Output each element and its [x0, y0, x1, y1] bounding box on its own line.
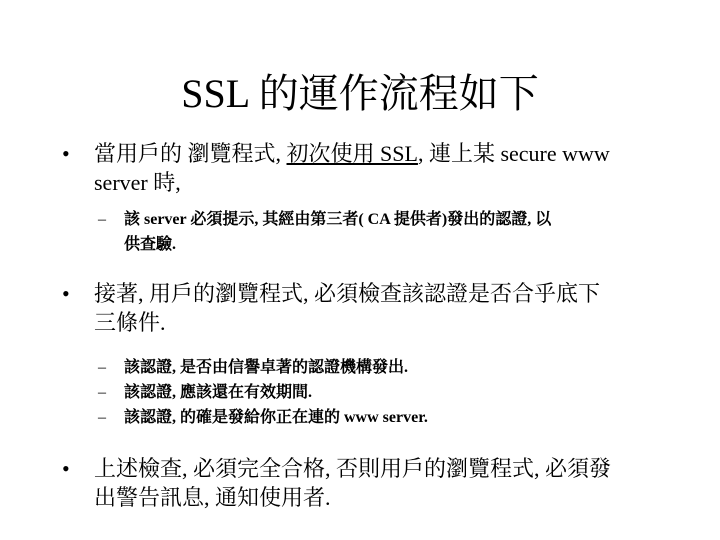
bullet-text-line: 上述檢查, 必須完全合格, 否則用戶的瀏覽程式, 必須發 [94, 456, 612, 481]
dash-icon: – [98, 409, 106, 426]
bullet-icon: • [62, 456, 70, 481]
dash-icon: – [98, 384, 106, 401]
bullet-text-line: server 時, [94, 170, 181, 195]
underlined-text: 初次使用 SSL [286, 141, 418, 166]
dash-icon: – [98, 359, 106, 376]
sub-bullet-item-server-certificate [58, 207, 698, 257]
bullet-text-line: 三條件. [94, 310, 166, 335]
bullet-text: , 連上某 secure www [417, 141, 610, 166]
bullet-text-line: 出警告訊息, 通知使用者. [94, 485, 331, 510]
bullet-text: 當用戶的 瀏覽程式, [94, 141, 287, 166]
dash-icon: – [98, 211, 106, 228]
bullet-icon: • [62, 141, 70, 166]
bullet-text-line [94, 139, 698, 168]
bullet-icon: • [62, 281, 70, 306]
sub-bullet-item-issued-to-server [58, 405, 698, 430]
slide-body [58, 139, 698, 512]
bullet-item-first-ssl-connection [58, 139, 698, 197]
bullet-item-browser-checks [58, 279, 698, 337]
sub-bullet-item-trusted-ca [58, 355, 698, 380]
bullet-item-warning [58, 454, 698, 512]
slide-title: SSL 的運作流程如下 [181, 71, 539, 116]
sub-bullet-text-line: 該 server 必須提示, 其經由第三者( CA 提供者)發出的認證, 以 [124, 211, 552, 228]
sub-bullet-text-line: 該認證, 是否由信譽卓著的認證機構發出. [124, 359, 409, 376]
sub-bullet-text-line: 供查驗. [124, 236, 177, 253]
bullet-text-line: 接著, 用戶的瀏覽程式, 必須檢查該認證是否合乎底下 [94, 281, 601, 306]
sub-bullet-item-validity-period [58, 380, 698, 405]
sub-bullet-text-line: 該認證, 的確是發給你正在連的 www server. [124, 409, 428, 426]
sub-bullet-text-line: 該認證, 應該還在有效期間. [124, 384, 313, 401]
